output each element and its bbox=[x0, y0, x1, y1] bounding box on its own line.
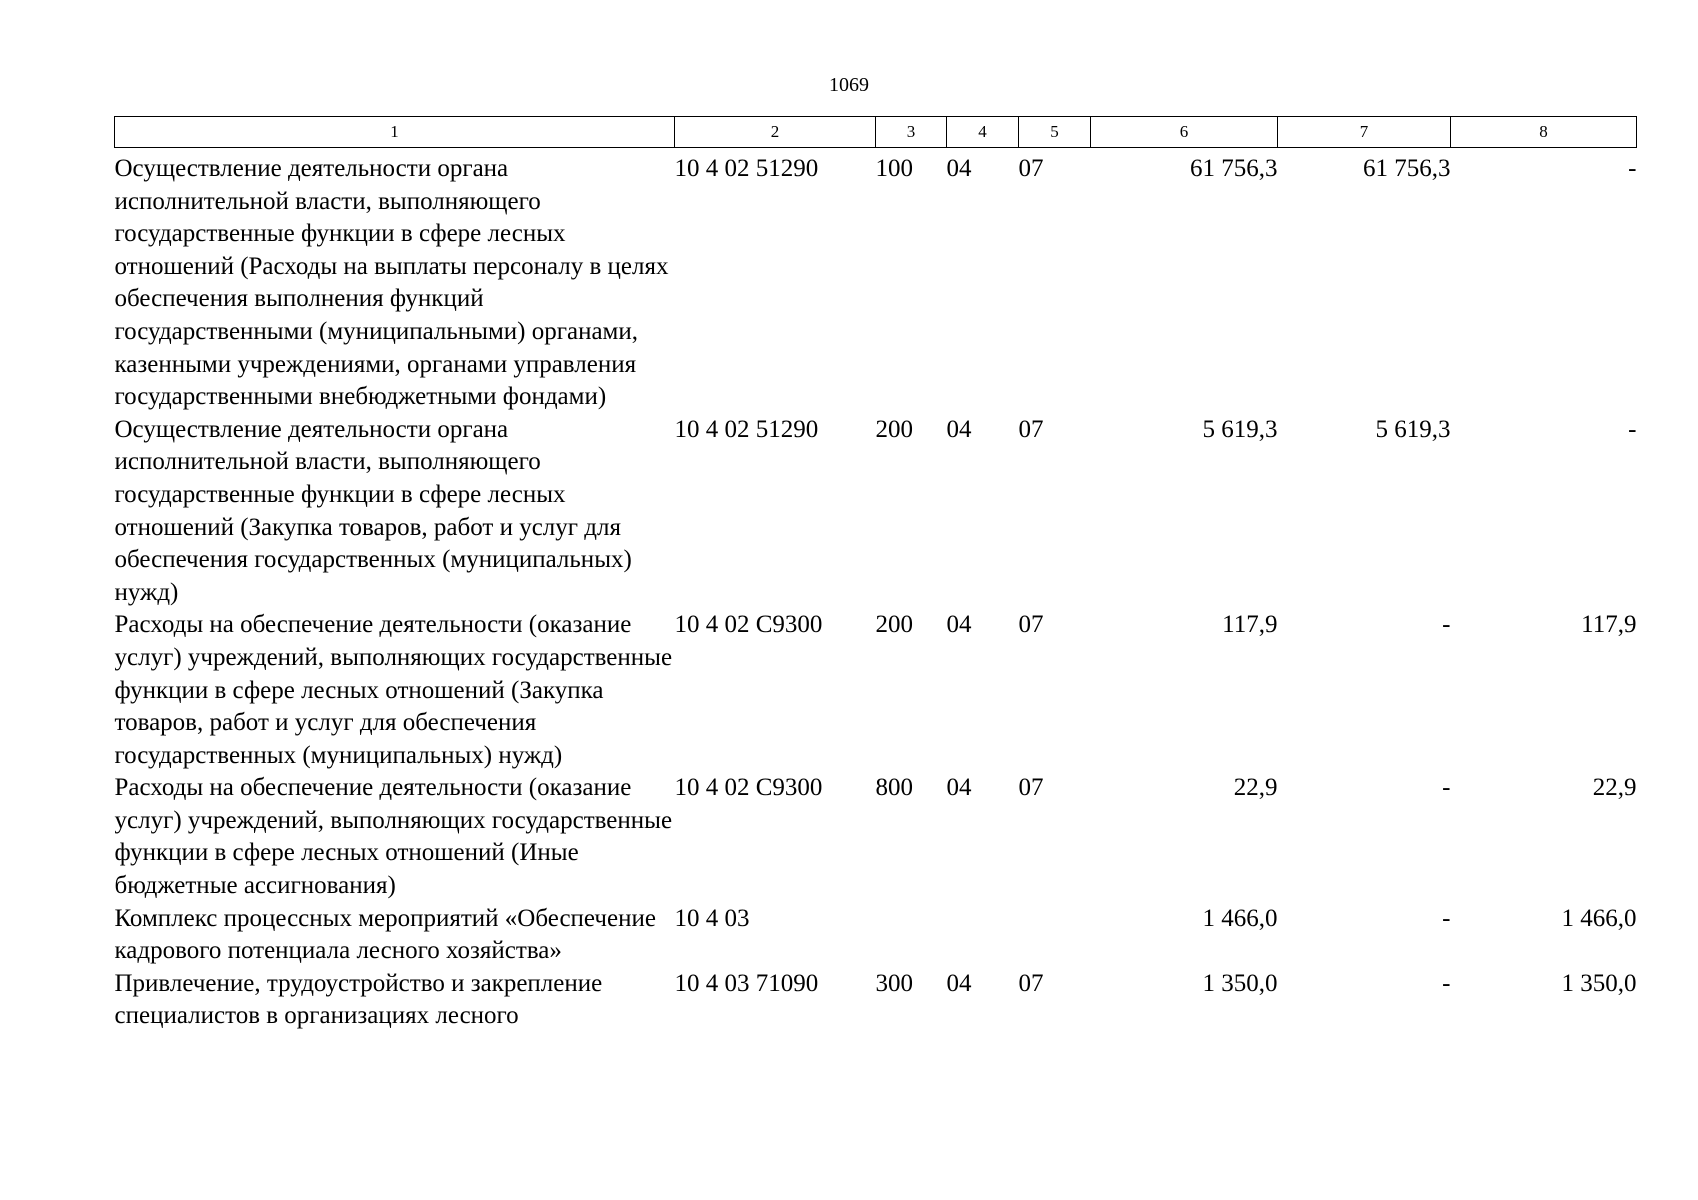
row-col7: - bbox=[1442, 774, 1451, 802]
column-header: 2 bbox=[675, 117, 876, 148]
row-col3: 800 bbox=[875, 774, 913, 802]
row-code: 10 4 03 bbox=[674, 904, 750, 932]
table-row bbox=[115, 148, 1637, 414]
row-col8: - bbox=[1628, 415, 1637, 443]
row-description: Привлечение, трудоустройство и закрепление специалистов в организациях лесного bbox=[114, 969, 603, 1030]
column-header: 3 bbox=[876, 117, 947, 148]
row-description: Осуществление деятельности органа исполнительной власти, выполняющего государственные функции в сфере лесных отношений (Закупка товаров, работ и услуг для обеспечения государственных (муниципальных) нужд) bbox=[114, 415, 632, 606]
budget-table bbox=[114, 116, 1637, 1033]
row-col3: 200 bbox=[875, 611, 913, 639]
row-col8: - bbox=[1628, 155, 1637, 182]
row-col7: 5 619,3 bbox=[1375, 415, 1451, 443]
row-col3 bbox=[876, 903, 947, 968]
row-col5: 07 bbox=[1018, 611, 1044, 639]
row-code: 10 4 02 51290 bbox=[674, 155, 819, 182]
row-description: Осуществление деятельности органа исполнительной власти, выполняющего государственные функции в сфере лесных отношений (Расходы на выплаты персоналу в целях обеспечения выполнения функций государственными (муниципальными) органами, казенными учреждениями, органами управления государственными внебюджетными фондами) bbox=[114, 155, 669, 411]
table-row bbox=[115, 903, 1637, 968]
row-description: Расходы на обеспечение деятельности (оказание услуг) учреждений, выполняющих государственные функции в сфере лесных отношений (Иные бюджетные ассигнования) bbox=[114, 774, 673, 900]
row-col6: 22,9 bbox=[1233, 774, 1278, 802]
row-col5: 07 bbox=[1018, 155, 1044, 182]
row-col5: 07 bbox=[1018, 774, 1044, 802]
row-col7: - bbox=[1442, 969, 1451, 997]
row-col5: 07 bbox=[1018, 969, 1044, 997]
row-code: 10 4 02 С9300 bbox=[674, 611, 823, 639]
row-col6: 5 619,3 bbox=[1202, 415, 1278, 443]
row-col6: 117,9 bbox=[1222, 611, 1278, 639]
table-row bbox=[115, 609, 1637, 772]
row-col4: 04 bbox=[946, 969, 972, 997]
row-col7: 61 756,3 bbox=[1363, 155, 1451, 182]
column-header: 6 bbox=[1091, 117, 1278, 148]
row-col7: - bbox=[1442, 904, 1451, 932]
row-col3: 200 bbox=[875, 415, 913, 443]
row-col3: 100 bbox=[875, 155, 913, 182]
row-code: 10 4 02 51290 bbox=[674, 415, 819, 443]
row-col4: 04 bbox=[946, 155, 972, 182]
row-col6: 1 466,0 bbox=[1202, 904, 1278, 932]
table-row bbox=[115, 968, 1637, 1033]
row-col5 bbox=[1019, 903, 1091, 968]
row-col5: 07 bbox=[1018, 415, 1044, 443]
row-col6: 1 350,0 bbox=[1202, 969, 1278, 997]
row-description: Комплекс процессных мероприятий «Обеспечение кадрового потенциала лесного хозяйства» bbox=[114, 904, 656, 965]
table-row bbox=[115, 414, 1637, 610]
column-header: 8 bbox=[1451, 117, 1637, 148]
column-header: 7 bbox=[1278, 117, 1451, 148]
table-header-row bbox=[115, 117, 1637, 148]
row-col8: 117,9 bbox=[1581, 611, 1637, 639]
page-number: 1069 bbox=[829, 74, 869, 96]
row-col8: 1 466,0 bbox=[1561, 904, 1637, 932]
column-header: 5 bbox=[1019, 117, 1091, 148]
column-header: 1 bbox=[115, 117, 675, 148]
row-col3: 300 bbox=[875, 969, 913, 997]
row-code: 10 4 03 71090 bbox=[674, 969, 819, 997]
row-col6: 61 756,3 bbox=[1190, 155, 1278, 182]
row-col7: - bbox=[1442, 611, 1451, 639]
column-header: 4 bbox=[947, 117, 1019, 148]
table-row bbox=[115, 772, 1637, 902]
row-col8: 1 350,0 bbox=[1561, 969, 1637, 997]
row-code: 10 4 02 С9300 bbox=[674, 774, 823, 802]
row-col4: 04 bbox=[946, 611, 972, 639]
row-col4: 04 bbox=[946, 774, 972, 802]
row-description: Расходы на обеспечение деятельности (оказание услуг) учреждений, выполняющих государственные функции в сфере лесных отношений (Закупка товаров, работ и услуг для обеспечения государственных (муниципальных) нужд) bbox=[114, 611, 673, 769]
row-col4 bbox=[947, 903, 1019, 968]
row-col4: 04 bbox=[946, 415, 972, 443]
row-col8: 22,9 bbox=[1592, 774, 1637, 802]
